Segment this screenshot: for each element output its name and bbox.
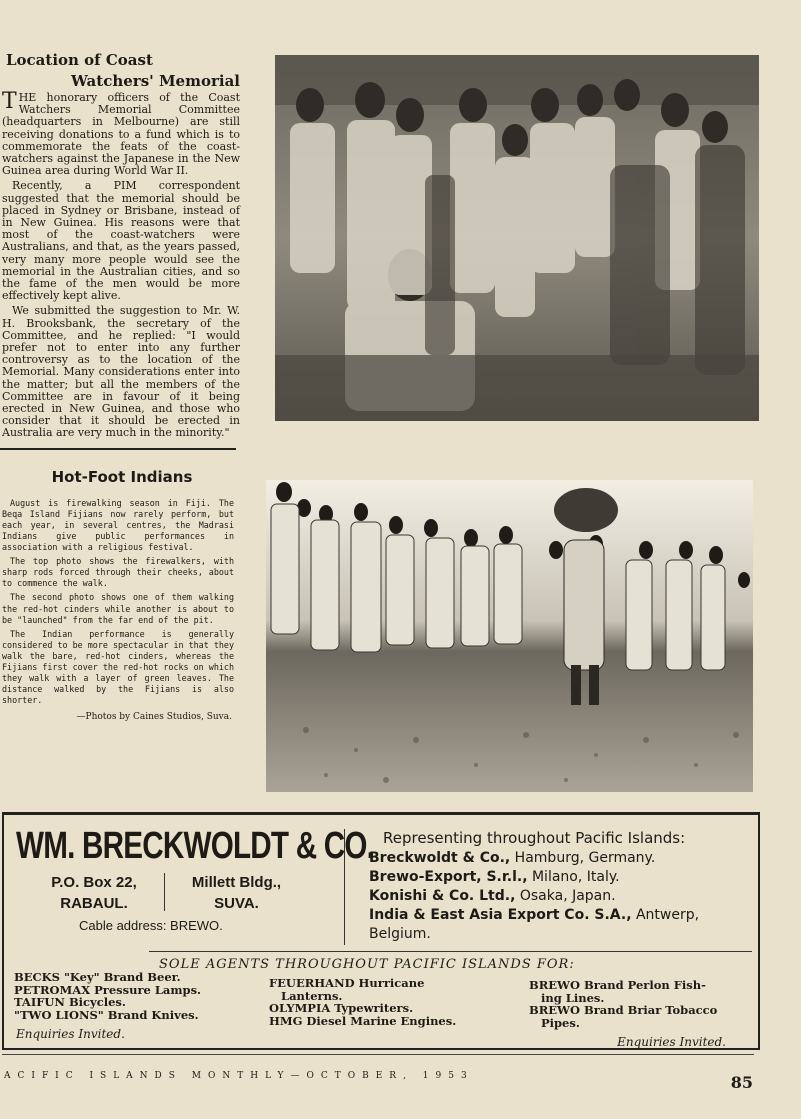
ad-vertical-divider [344, 829, 345, 945]
advertisement-breckwoldt [2, 812, 760, 1050]
address-line: RABAUL. [60, 895, 128, 912]
agency-item-cont: ing Lines. [541, 990, 605, 1005]
article-paragraph: Recently, a PIM correspondent suggested that the memorial should be placed in Sydney or Brisbane, instead of in New Guinea. His reasons were that most of the coast-watchers were Australians, and that, as the years passed, very many more people would see the memorial in the Australian cities, and so the fame of the men would be more effectively kept alive. [2, 179, 240, 303]
paragraph-text: HE honorary officers of the Coast Watchers Memorial Committee (headquarters in Melbourne) are still receiving donations to a fund which is to commemorate the feats of the coast-watchers against the Japanese in the New Guinea area during World War II. [2, 91, 240, 178]
agency-item: FEUERHAND Hurricane [269, 976, 425, 990]
rep-place: Osaka, Japan. [515, 888, 616, 904]
rep-name: Brewo-Export, S.r.l., [369, 869, 528, 885]
article-paragraph: We submitted the suggestion to Mr. W. H. Brooksbank, the secretary of the Committee, and he replied: "I would prefer not to enter into any further controversy as to the location of the Memorial. Many considerations enter into the matter; but all the members of the Committee are in favour of it being erected in New Guinea, and those who consider that it should be erected in Australia are very much in the minority." [2, 304, 240, 440]
photo-firewalk-pit [266, 480, 753, 792]
agency-item-cont: Pipes. [541, 1015, 580, 1030]
agency-item: "TWO LIONS" Brand Knives. [14, 1007, 199, 1022]
agency-item-cont: Lanterns. [281, 988, 343, 1003]
article-paragraph [2, 89, 240, 178]
agency-item: BREWO Brand Perlon Fish- [529, 978, 706, 992]
address-suva [179, 872, 294, 914]
agency-item: BREWO Brand Briar Tobacco [529, 1003, 718, 1017]
representation-heading: Representing throughout Pacific Islands: [383, 829, 686, 847]
rep-name: India & East Asia Export Co. S.A., [369, 907, 632, 923]
agency-item: TAIFUN Bicycles. [14, 995, 126, 1009]
agency-item: BECKS "Key" Brand Beer. [14, 970, 181, 984]
cable-address: Cable address: BREWO. [79, 918, 223, 933]
sole-agents-heading: SOLE AGENTS THROUGHOUT PACIFIC ISLANDS FOR: [159, 957, 575, 972]
rep-place: Milano, Italy. [527, 869, 620, 885]
page-number: 85 [730, 1073, 753, 1092]
agency-item: PETROMAX Pressure Lamps. [14, 982, 202, 997]
photo-firewalkers-group [275, 55, 759, 421]
rep-place: Antwerp, Belgium. [369, 907, 700, 942]
left-column [0, 50, 244, 722]
representation-item [369, 906, 754, 944]
photo-credit: —Photos by Caines Studios, Suva. [76, 712, 232, 723]
article-memorial-headline [0, 50, 244, 92]
enquiries-invited-left: Enquiries Invited. [16, 1027, 125, 1041]
representation-list [369, 829, 754, 944]
rep-place: Hamburg, Germany. [510, 850, 656, 866]
section-divider [0, 448, 236, 450]
article-paragraph: The second photo shows one of them walking the red-hot cinders while another is about to be "launched" from the far end of the pit. [2, 592, 234, 625]
agency-column-1 [14, 971, 254, 1021]
address-line: P.O. Box 22, [51, 874, 137, 891]
agency-column-3 [529, 979, 754, 1029]
address-rabaul [34, 872, 154, 914]
rep-name: Konishi & Co. Ltd., [369, 888, 516, 904]
address-line: Millett Bldg., [191, 874, 282, 891]
representation-item [369, 887, 754, 906]
running-footer: ACIFIC ISLANDS MONTHLY—OCTOBER, 1953 [4, 1071, 474, 1081]
address-line: SUVA. [214, 895, 259, 912]
agency-item: OLYMPIA Typewriters. [269, 1001, 414, 1015]
article-paragraph: The Indian performance is generally considered to be more spectacular in that they walk the bare, red-hot cinders, whereas the Fijians first cover the red-hot rocks on which they walk with a layer of green leaves. The distance walked by the Fijians is also shorter. [2, 628, 234, 706]
headline-line-1: Location of Coast [6, 51, 153, 69]
rep-name: Breckwoldt & Co., [369, 850, 511, 866]
headline-line-2: Watchers' Memorial [71, 72, 240, 90]
enquiries-invited-right: Enquiries Invited. [617, 1035, 726, 1049]
representation-item [369, 868, 754, 887]
company-name: WM. BRECKWOLDT & CO. [16, 825, 375, 867]
footer-rule [2, 1054, 754, 1055]
article-memorial-body [0, 89, 244, 440]
article-paragraph: The top photo shows the firewalkers, with sharp rods forced through their cheeks, about to commence the walk. [2, 556, 234, 589]
address-separator [164, 873, 165, 911]
ad-horizontal-rule [149, 951, 752, 952]
article-paragraph: August is firewalking season in Fiji. The Beqa Island Fijians now rarely perform, but each year, in several centres, the Madrasi Indians give public performances in association with a religious festival. [2, 497, 234, 553]
drop-cap: T [2, 89, 17, 114]
article-hotfoot-body [0, 498, 244, 707]
agency-column-2 [269, 977, 509, 1027]
agency-item: HMG Diesel Marine Engines. [269, 1013, 457, 1028]
representation-item [369, 849, 754, 868]
article-hotfoot-headline: Hot-Foot Indians [51, 467, 193, 486]
